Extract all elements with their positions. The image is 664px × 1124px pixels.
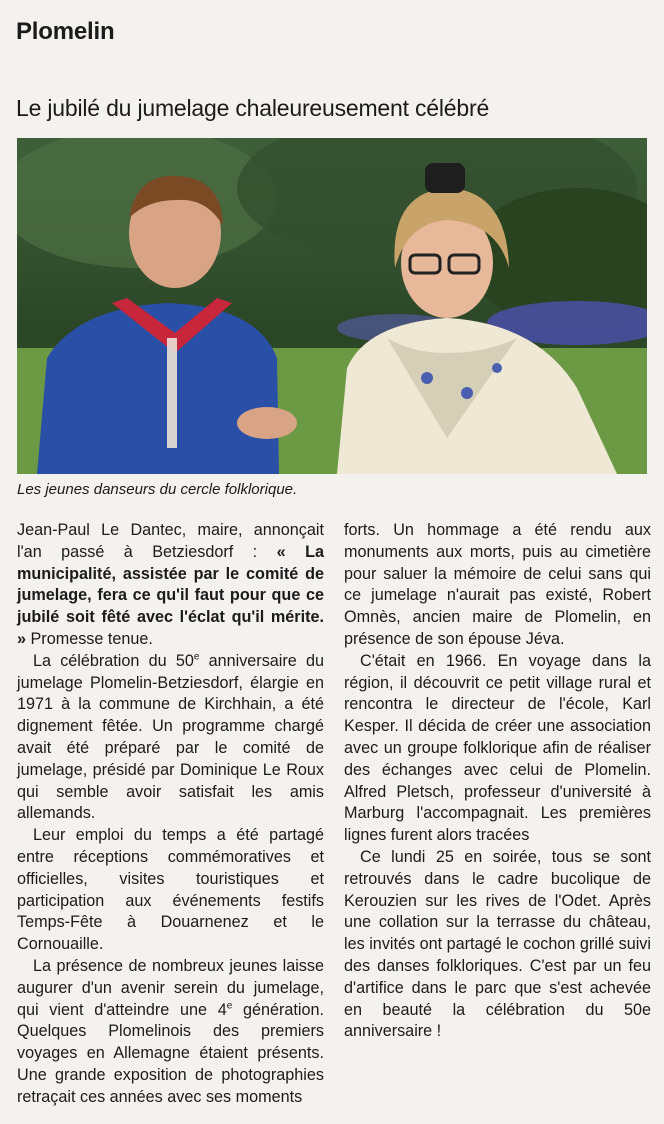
intro-text: Jean-Paul Le Dantec, maire, annonçait l'an passé à Betziesdorf : bbox=[17, 521, 324, 561]
section-title: Plomelin bbox=[16, 18, 115, 45]
paragraph-celebration: La célébration du 50e anniversaire du jumelage Plomelin-Betziesdorf, élargie en 1971 à la commune de Kirchhain, a été dignement fêtée. Un programme chargé avait été préparé par le comité de jumelage, présidé par Dominique Le Roux qui semble avoir satisfait les amis allemands. bbox=[17, 651, 324, 823]
paragraph-youth-continued: forts. Un hommage a été rendu aux monuments aux morts, puis au cimetière pour saluer la mémoire de celui sans qui ce jumelage n'aurait pas existé, Robert Omnès, ancien maire de Plomelin, en présence de son épouse Jéva. bbox=[344, 521, 651, 648]
photo-caption: Les jeunes danseurs du cercle folklorique. bbox=[17, 481, 298, 498]
paragraph-evening: Ce lundi 25 en soirée, tous se sont retrouvés dans le cadre bucolique de Kerouzien sur les rives de l'Odet. Après une collation sur la terrasse du château, les invités ont partagé le cochon grillé suivi des danses folkloriques. C'est par un feu d'artifice dans le parc que s'est achevée en beauté la célébration du 50e anniversaire ! bbox=[344, 847, 651, 1041]
intro-end: Promesse tenue. bbox=[26, 629, 153, 648]
paragraph-youth: La présence de nombreux jeunes laisse augurer d'un avenir serein du jumelage, qui vient d'atteindre une 4e génération. Quelques Plomelinois des premiers voyages en Allemagne étaient présents. Une grande exposition de photographies retraçait ces années avec ses moments bbox=[17, 956, 325, 1106]
article-column-right bbox=[344, 520, 651, 1043]
article-column-left bbox=[17, 520, 324, 1109]
paragraph-intro bbox=[17, 520, 324, 651]
mayor-quote: « La municipalité, assistée par le comité de jumelage, fera ce qu'il faut pour que ce jubilé soit fêté avec l'éclat qu'il mérite. » bbox=[17, 542, 324, 648]
paragraph-schedule: Leur emploi du temps a été partagé entre réceptions commémoratives et officielles, visites touristiques et participation aux événements festifs Temps-Fête à Douarnenez et le Cornouaille. bbox=[17, 826, 324, 954]
article-photo bbox=[17, 138, 647, 474]
article-headline: Le jubilé du jumelage chaleureusement célébré bbox=[16, 95, 490, 121]
paragraph-history: C'était en 1966. En voyage dans la région, il découvrit ce petit village rural et rencontra le directeur de l'école, Karl Kesper. Il décida de créer une association avec un groupe folklorique afin de réaliser des échanges avec celui de Plomelin. Alfred Pletsch, professeur d'université à Marburg l'accompagnait. Les premières lignes furent alors tracées bbox=[344, 651, 651, 845]
